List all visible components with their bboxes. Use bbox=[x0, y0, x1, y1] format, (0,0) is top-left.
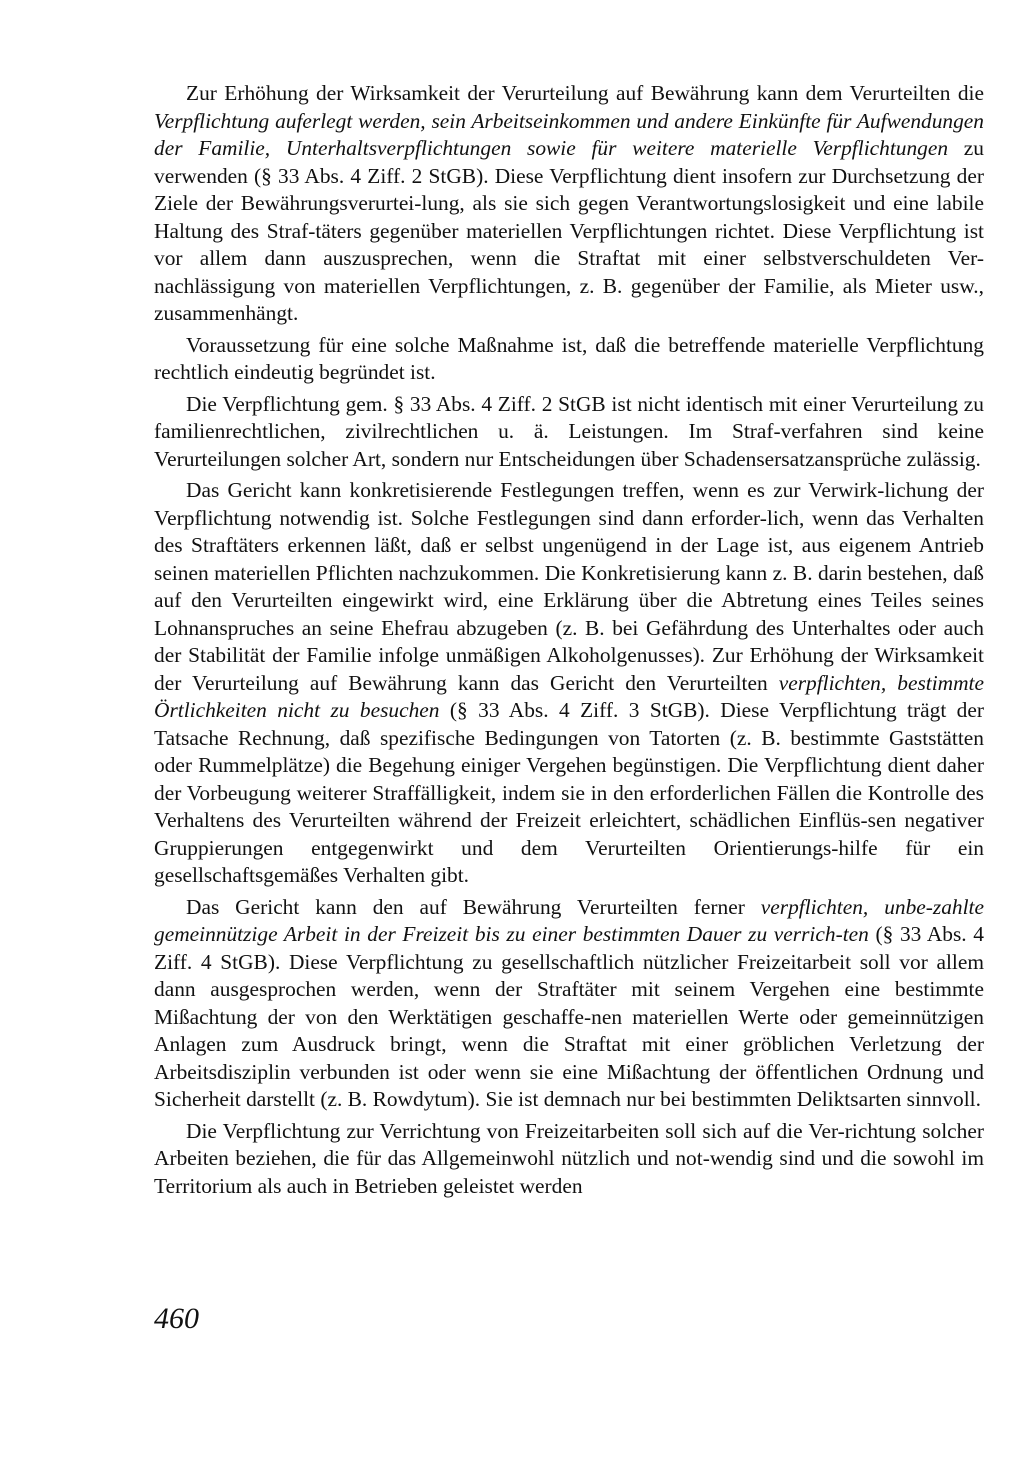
paragraph-5-italic-1: verpflichten, unbe-zahlte gemeinnützige Arbeit in der Freizeit bis zu einer bestimmten Dauer zu verrich-ten bbox=[154, 894, 984, 946]
paragraph-5-text-1: Das Gericht kann den auf Bewährung Verurteilten ferner bbox=[186, 894, 761, 919]
paragraph-1-text-2: zu verwenden (§ 33 Abs. 4 Ziff. 2 StGB). Diese Verpflichtung dient insofern zur Durchsetzung der Ziele der Bewährungsverurtei-lung, als sie sich gegen Verantwortungslosigkeit und eine labile Haltung des Straf-täters gegenüber materiellen Verpflichtungen richtet. Diese Verpflichtung ist vor allem dann auszusprechen, wenn die Straftat mit einer selbstverschuldeten Ver-nachlässigung von materiellen Verpflichtungen, z. B. gegenüber der Familie, als Mieter usw., zusammenhängt. bbox=[154, 136, 984, 325]
paragraph-1-text-1: Zur Erhöhung der Wirksamkeit der Verurteilung auf Bewährung kann dem Verurteilten die bbox=[186, 81, 984, 105]
page-body bbox=[154, 80, 984, 1200]
paragraph-6 bbox=[154, 1118, 984, 1201]
paragraph-5-text-2: (§ 33 Abs. 4 Ziff. 4 StGB). Diese Verpflichtung zu gesellschaftlich nützlicher Freizeitarbeit soll vor allem dann ausgesprochen werden, wenn der Straftäter mit seinem Vergehen eine bestimmte Mißachtung der von den Werktätigen geschaffe-nen materiellen Werte oder gemeinnützigen Anlagen zum Ausdruck bringt, wenn die Straftat mit einer gröblichen Verletzung der Arbeitsdisziplin verbunden ist oder wenn sie eine Mißachtung der öffentlichen Ordnung und Sicherheit darstellt (z. B. Rowdytum). Sie ist demnach nur bei bestimmten Deliktsarten sinnvoll. bbox=[154, 922, 984, 1111]
page-number: 460 bbox=[154, 1302, 199, 1335]
paragraph-3-text-1: Die Verpflichtung gem. § 33 Abs. 4 Ziff. 2 StGB ist nicht identisch mit einer Verurteilung zu familienrechtlichen, zivilrechtlichen u. ä. Leistungen. Im Straf-verfahren sind keine Verurteilungen solcher Art, sondern nur Entscheidungen über Schadensersatzansprüche zulässig. bbox=[154, 391, 984, 471]
paragraph-2-text-1: Voraussetzung für eine solche Maßnahme ist, daß die betreffende materielle Verpflichtung rechtlich eindeutig begründet ist. bbox=[154, 332, 984, 384]
paragraph-1 bbox=[154, 80, 984, 328]
paragraph-4-text-1: Das Gericht kann konkretisierende Festlegungen treffen, wenn es zur Verwirk-lichung der Verpflichtung notwendig ist. Solche Festlegungen sind dann erforder-lich, wenn das Verhalten des Straftäters erkennen läßt, daß er selbst ungenügend in der Lage ist, aus eigenem Antrieb seinen materiellen Pflichten nachzukommen. Die Konkretisierung kann z. B. darin bestehen, daß auf den Verurteilten eingewirkt wird, eine Erklärung über die Abtretung eines Teiles seines Lohnanspruches an seine Ehefrau abzugeben (z. B. bei Gefährdung des Unterhaltes oder auch der Stabilität der Familie infolge unmäßigen Alkoholgenusses). Zur Erhöhung der Wirksamkeit der Verurteilung auf Bewährung kann das Gericht den Verurteilten bbox=[154, 478, 984, 695]
paragraph-2 bbox=[154, 332, 984, 387]
paragraph-5 bbox=[154, 894, 984, 1114]
paragraph-4-italic-1: verpflichten, bestimmte Örtlichkeiten nicht zu besuchen bbox=[154, 670, 984, 722]
paragraph-4 bbox=[154, 477, 984, 890]
paragraph-3 bbox=[154, 391, 984, 474]
paragraph-1-italic-1: Verpflichtung auferlegt werden, sein Arbeitseinkommen und andere Einkünfte für Aufwendungen der Familie, Unterhaltsverpflichtungen sowie für weitere materielle Verpflichtungen bbox=[154, 108, 984, 160]
paragraph-6-text-1: Die Verpflichtung zur Verrichtung von Freizeitarbeiten soll sich auf die Ver-richtung solcher Arbeiten beziehen, die für das Allgemeinwohl nützlich und not-wendig sind und die sowohl im Territorium als auch in Betrieben geleistet werden bbox=[154, 1118, 984, 1198]
paragraph-4-text-2: (§ 33 Abs. 4 Ziff. 3 StGB). Diese Verpflichtung trägt der Tatsache Rechnung, daß spezifische Bedingungen von Tatorten (z. B. bestimmte Gaststätten oder Rummelplätze) die Begehung einiger Vergehen begünstigen. Die Verpflichtung dient daher der Vorbeugung weiterer Straffälligkeit, indem sie in den erforderlichen Fällen die Kontrolle des Verhaltens des Verurteilten während der Freizeit erleichtert, schädlichen Einflüs-sen negativer Gruppierungen entgegenwirkt und dem Verurteilten Orientierungs-hilfe für ein gesellschaftsgemäßes Verhalten gibt. bbox=[154, 698, 984, 887]
